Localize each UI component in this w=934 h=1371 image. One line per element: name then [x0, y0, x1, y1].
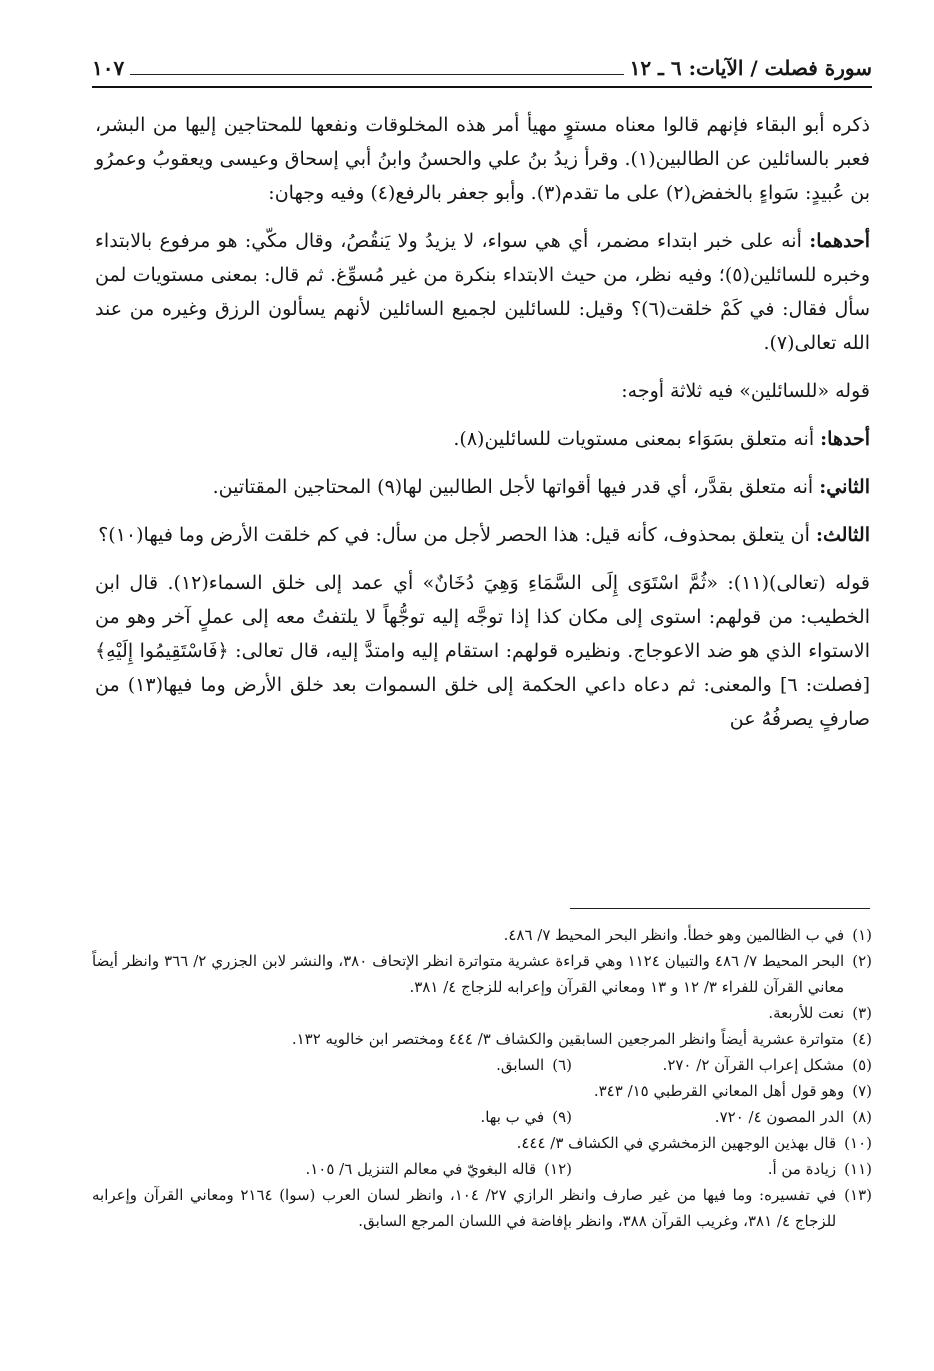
- paragraph-lead: الثالث:: [815, 524, 870, 546]
- footnote: [92, 948, 872, 1000]
- footnote-number: (١): [852, 926, 872, 944]
- header-dash-rule: [130, 74, 623, 75]
- footnote-number: (٤): [852, 1030, 872, 1048]
- footnote-number: (٧): [852, 1082, 872, 1100]
- footnote: [572, 1104, 872, 1130]
- paragraph-lead: أحدهما:: [809, 230, 871, 252]
- paragraph: [95, 374, 870, 408]
- footnote-text: وهو قول أهل المعاني القرطبي ١٥/ ٣٤٣.: [593, 1082, 845, 1100]
- paragraph-lead: أحدها:: [820, 428, 870, 450]
- paragraph: [95, 470, 870, 504]
- paragraph: [95, 566, 870, 736]
- footnote-number: (٦): [552, 1056, 572, 1074]
- footnote-text: في ب بها.: [480, 1108, 545, 1126]
- footnote-divider: [570, 908, 870, 909]
- main-text: [95, 108, 870, 750]
- paragraph-text: قوله «للسائلين» فيه ثلاثة أوجه:: [621, 380, 870, 402]
- header-title: سورة فصلت / الآيات: ٦ ـ ١٢: [629, 56, 872, 80]
- paragraph-lead: الثاني:: [819, 476, 870, 498]
- footnote: [272, 1052, 572, 1078]
- footnote: [92, 1000, 872, 1026]
- running-header: [92, 38, 872, 78]
- footnote-text: مشكل إعراب القرآن ٢/ ٢٧٠.: [662, 1056, 845, 1074]
- footnote-text: قاله البغويّ في معالم التنزيل ٦/ ١٠٥.: [305, 1160, 537, 1178]
- paragraph-text: أنه متعلق بقدَّر، أي قدر فيها أقواتها لأجل الطالبين لها(٩) المحتاجين المقتاتين.: [212, 476, 814, 498]
- paragraph-text: أنه متعلق بسَوَاء بمعنى مستويات للسائلين(٨).: [453, 428, 815, 450]
- footnote-text: في ب الظالمين وهو خطأ. وانظر البحر المحيط ٧/ ٤٨٦.: [503, 926, 845, 944]
- paragraph-text: أنه على خبر ابتداء مضمر، أي هي سواء، لا يزيدُ ولا يَنقُصُ، وقال مكّي: هو مرفوع بالابتداء وخبره للسائلين(٥)؛ وفيه نظر، من حيث الابتداء بنكرة من غير مُسوِّغ. ثم قال: بمعنى مستويات لمن سأل فقال: في كَمْ خلقت(٦)؟ وقيل: للسائلين لجميع السائلين لأنهم يسألون الرزق وغيره من عند الله تعالى(٧).: [95, 230, 871, 354]
- footnote-text: البحر المحيط ٧/ ٤٨٦ والتبيان ١١٢٤ وهي قراءة عشرية متواترة انظر الإتحاف ٣٨٠، والنشر لابن الجزري ٢/ ٣٦٦ وانظر أيضاً معاني القرآن للفراء ٣/ ١٢ و ١٣ ومعاني القرآن وإعرابه للزجاج ٤/ ٣٨١.: [92, 952, 845, 996]
- footnote-text: متواترة عشرية أيضاً وانظر المرجعين السابقين والكشاف ٣/ ٤٤٤ ومختصر ابن خالويه ١٣٢.: [291, 1030, 845, 1048]
- footnote-row: [92, 1104, 872, 1130]
- footnote: [92, 1130, 872, 1156]
- footnote-number: (٩): [552, 1108, 572, 1126]
- footnote-number: (٣): [852, 1004, 872, 1022]
- footnote: [92, 922, 872, 948]
- page-number: ١٠٧: [92, 56, 125, 80]
- footnote-number: (١١): [844, 1160, 872, 1178]
- footnote: [92, 1078, 872, 1104]
- paragraph: [95, 422, 870, 456]
- footnote-number: (١٠): [844, 1134, 872, 1152]
- header-divider: [92, 86, 872, 88]
- footnote-number: (١٢): [544, 1160, 572, 1178]
- footnote: [92, 1026, 872, 1052]
- paragraph: [95, 108, 870, 210]
- footnote: [92, 1182, 872, 1234]
- footnote-text: زيادة من أ.: [767, 1160, 837, 1178]
- footnote-number: (٥): [852, 1056, 872, 1074]
- paragraph: [95, 224, 870, 360]
- paragraph-text: قوله (تعالى)(١١): «ثُمَّ اسْتَوَى إِلَى السَّمَاءِ وَهِيَ دُخَانٌ» أي عمد إلى خلق السماء(١٢). قال ابن الخطيب: من قولهم: استوى إلى مكان كذا إذا توجَّه إليه توجُّهاً لا يلتفتُ معه إلى عملٍ آخر وهو من الاستواء الذي هو ضد الاعوجاج. ونظيره قولهم: استقام إليه وامتدَّ إليه، قال تعالى: ﴿فَاسْتَقِيمُوا إِلَيْهِ﴾ [فصلت: ٦] والمعنى: ثم دعاه داعي الحكمة إلى خلق السموات بعد خلق الأرض وما فيها(١٣) من صارفٍ يصرفُهُ عن: [95, 572, 871, 730]
- paragraph: [95, 518, 870, 552]
- footnote-number: (٢): [852, 952, 872, 970]
- footnote-text: في تفسيره: وما فيها من غير صارف وانظر الرازي ٢٧/ ١٠٤، وانظر لسان العرب (سوا) ٢١٦٤ ومعاني القرآن وإعرابه للزجاج ٤/ ٣٨١، وغريب القرآن ٣٨٨، وانظر بإفاضة في اللسان المرجع السابق.: [92, 1186, 837, 1230]
- footnote-text: قال بهذين الوجهين الزمخشري في الكشاف ٣/ ٤٤٤.: [516, 1134, 837, 1152]
- paragraph-text: أن يتعلق بمحذوف، كأنه قيل: هذا الحصر لأجل من سأل: في كم خلقت الأرض وما فيها(١٠)؟: [98, 524, 810, 546]
- footnote: [572, 1052, 872, 1078]
- footnote: [192, 1156, 572, 1182]
- footnote-text: الدر المصون ٤/ ٧٢٠.: [714, 1108, 845, 1126]
- footnotes: [92, 922, 872, 1234]
- footnote-row: [92, 1052, 872, 1078]
- footnote: [572, 1156, 872, 1182]
- footnote-number: (٨): [852, 1108, 872, 1126]
- footnote-text: نعت للأربعة.: [768, 1004, 845, 1022]
- paragraph-text: ذكره أبو البقاء فإنهم قالوا معناه مستوٍ مهيأ أمر هذه المخلوقات ونفعها للمحتاجين إليها من البشر، فعبر بالسائلين عن الطالبين(١). وقرأ زيدُ بنُ علي والحسنُ وابنُ أبي إسحاق وعيسى ويعقوبُ وعمرُو بن عُبيدٍ: سَواءٍ بالخفض(٢) على ما تقدم(٣). وأبو جعفر بالرفع(٤) وفيه وجهان:: [95, 114, 871, 204]
- footnote-row: [92, 1156, 872, 1182]
- footnote: [272, 1104, 572, 1130]
- footnote-text: السابق.: [496, 1056, 545, 1074]
- footnote-number: (١٣): [844, 1186, 872, 1204]
